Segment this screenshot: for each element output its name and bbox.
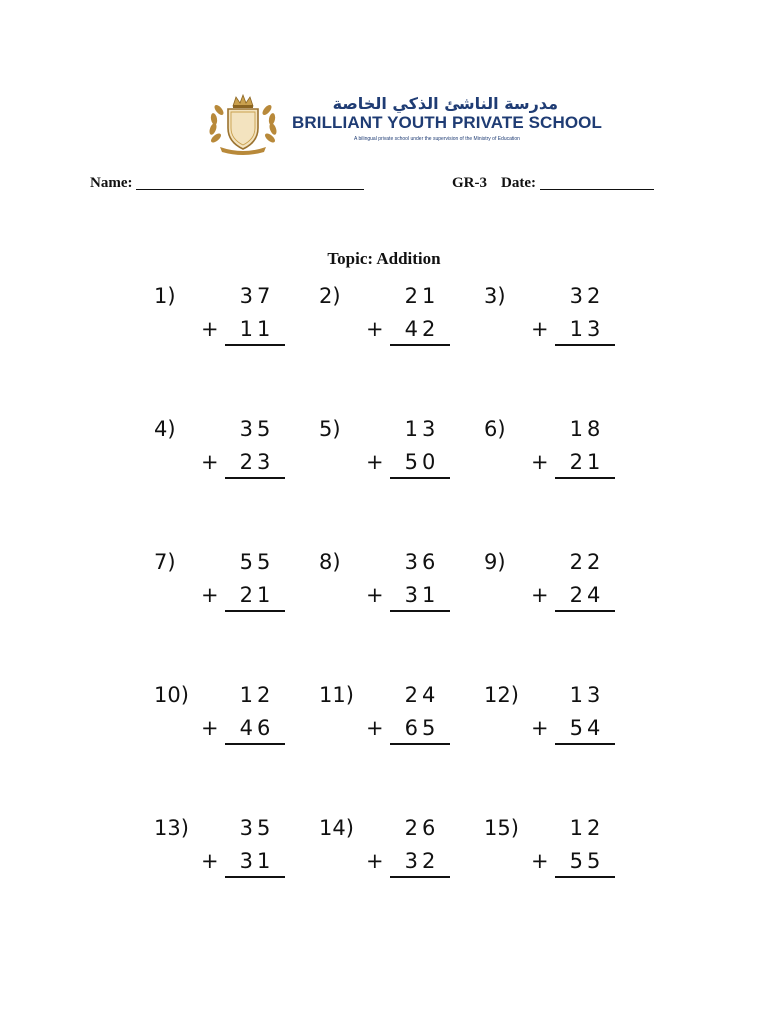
plus-sign: + xyxy=(531,716,549,740)
plus-sign: + xyxy=(366,450,384,474)
top-addend: 13 xyxy=(404,417,440,441)
problem-number: 1) xyxy=(154,284,176,308)
name-blank xyxy=(136,174,364,190)
addition-problem xyxy=(484,417,634,487)
answer-line xyxy=(225,477,285,479)
bottom-addend: 21 xyxy=(239,583,275,607)
addition-problem xyxy=(154,816,304,886)
problem-number: 5) xyxy=(319,417,341,441)
answer-line xyxy=(225,743,285,745)
problem-number: 3) xyxy=(484,284,506,308)
top-addend: 55 xyxy=(239,550,275,574)
bottom-addend: 32 xyxy=(404,849,440,873)
school-logo xyxy=(206,92,602,156)
problem-number: 6) xyxy=(484,417,506,441)
top-addend: 12 xyxy=(569,816,605,840)
name-line xyxy=(90,174,364,192)
school-tagline: A bilingual private school under the supervision of the Ministry of Education xyxy=(354,136,520,142)
plus-sign: + xyxy=(366,583,384,607)
answer-line xyxy=(225,876,285,878)
bottom-addend: 13 xyxy=(569,317,605,341)
answer-line xyxy=(555,610,615,612)
addition-problem xyxy=(319,683,469,753)
top-addend: 12 xyxy=(239,683,275,707)
top-addend: 24 xyxy=(404,683,440,707)
problem-number: 10) xyxy=(154,683,189,707)
addition-problem xyxy=(154,683,304,753)
top-addend: 13 xyxy=(569,683,605,707)
bottom-addend: 11 xyxy=(239,317,275,341)
problem-number: 4) xyxy=(154,417,176,441)
plus-sign: + xyxy=(366,849,384,873)
top-addend: 21 xyxy=(404,284,440,308)
addition-problem xyxy=(154,550,304,620)
answer-line xyxy=(225,344,285,346)
bottom-addend: 54 xyxy=(569,716,605,740)
addition-problem xyxy=(319,417,469,487)
school-crest-icon xyxy=(206,92,280,156)
date-blank xyxy=(540,174,654,190)
plus-sign: + xyxy=(201,849,219,873)
bottom-addend: 24 xyxy=(569,583,605,607)
bottom-addend: 31 xyxy=(404,583,440,607)
bottom-addend: 31 xyxy=(239,849,275,873)
problem-number: 8) xyxy=(319,550,341,574)
top-addend: 35 xyxy=(239,816,275,840)
bottom-addend: 55 xyxy=(569,849,605,873)
school-name-arabic: مدرسة الناشئ الذكي الخاصة xyxy=(332,94,558,113)
plus-sign: + xyxy=(531,849,549,873)
top-addend: 32 xyxy=(569,284,605,308)
top-addend: 36 xyxy=(404,550,440,574)
top-addend: 37 xyxy=(239,284,275,308)
answer-line xyxy=(390,743,450,745)
problem-number: 14) xyxy=(319,816,354,840)
problem-number: 13) xyxy=(154,816,189,840)
answer-line xyxy=(555,344,615,346)
addition-problem xyxy=(484,284,634,354)
answer-line xyxy=(555,743,615,745)
answer-line xyxy=(390,610,450,612)
answer-line xyxy=(390,477,450,479)
problem-number: 2) xyxy=(319,284,341,308)
top-addend: 26 xyxy=(404,816,440,840)
answer-line xyxy=(555,477,615,479)
addition-problem xyxy=(319,284,469,354)
name-label: Name: xyxy=(90,175,133,191)
plus-sign: + xyxy=(201,317,219,341)
addition-problem xyxy=(484,550,634,620)
bottom-addend: 42 xyxy=(404,317,440,341)
addition-problem xyxy=(484,816,634,886)
answer-line xyxy=(390,876,450,878)
grade-date-line xyxy=(452,174,654,192)
problem-number: 7) xyxy=(154,550,176,574)
topic-heading: Topic: Addition xyxy=(327,249,441,268)
bottom-addend: 46 xyxy=(239,716,275,740)
problem-number: 11) xyxy=(319,683,354,707)
problem-number: 9) xyxy=(484,550,506,574)
addition-problem xyxy=(154,284,304,354)
addition-problem xyxy=(484,683,634,753)
problem-number: 12) xyxy=(484,683,519,707)
addition-problem xyxy=(319,816,469,886)
plus-sign: + xyxy=(201,716,219,740)
top-addend: 22 xyxy=(569,550,605,574)
top-addend: 35 xyxy=(239,417,275,441)
answer-line xyxy=(390,344,450,346)
addition-problem xyxy=(154,417,304,487)
plus-sign: + xyxy=(366,317,384,341)
answer-line xyxy=(225,610,285,612)
plus-sign: + xyxy=(201,583,219,607)
plus-sign: + xyxy=(201,450,219,474)
date-label: Date: xyxy=(501,175,536,191)
school-name-english: BRILLIANT YOUTH PRIVATE SCHOOL xyxy=(292,113,602,132)
plus-sign: + xyxy=(531,450,549,474)
plus-sign: + xyxy=(531,583,549,607)
bottom-addend: 21 xyxy=(569,450,605,474)
plus-sign: + xyxy=(366,716,384,740)
grade-label: GR-3 xyxy=(452,175,487,191)
problem-number: 15) xyxy=(484,816,519,840)
answer-line xyxy=(555,876,615,878)
top-addend: 18 xyxy=(569,417,605,441)
bottom-addend: 50 xyxy=(404,450,440,474)
bottom-addend: 65 xyxy=(404,716,440,740)
bottom-addend: 23 xyxy=(239,450,275,474)
plus-sign: + xyxy=(531,317,549,341)
addition-problem xyxy=(319,550,469,620)
